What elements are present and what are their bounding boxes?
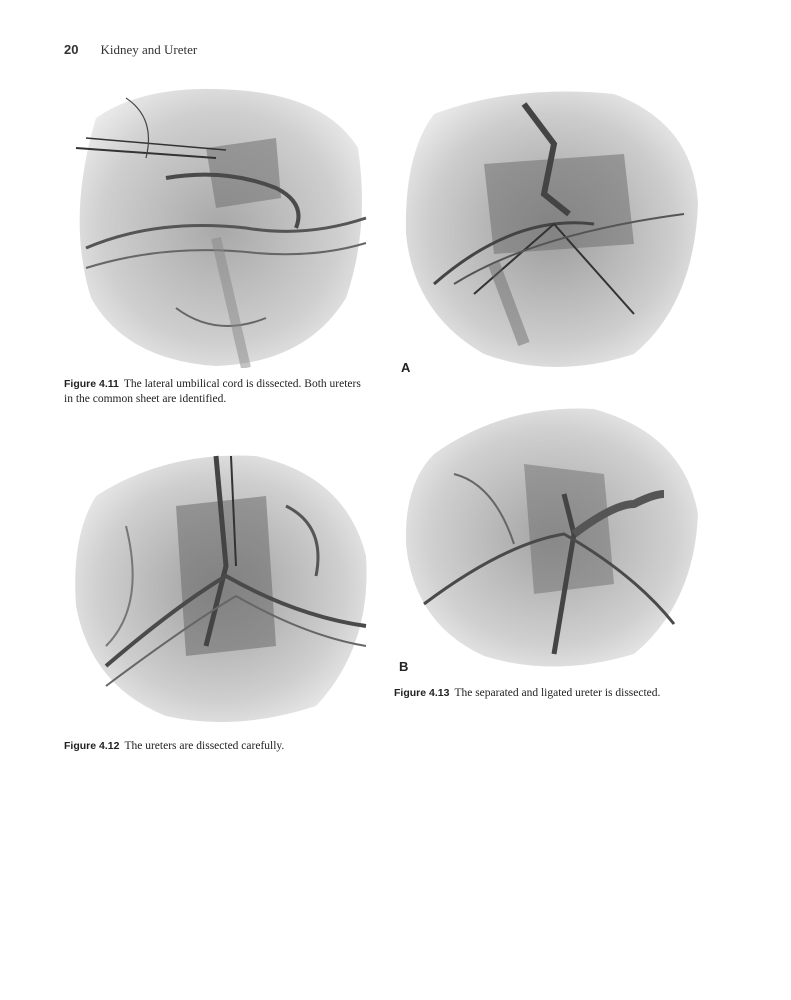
figure-4-13-caption <box>394 686 714 701</box>
figure-4-11-number: Figure 4.11 <box>64 378 119 390</box>
figure-4-12-caption <box>64 739 384 754</box>
figure-4-13b-illustration <box>394 394 700 678</box>
page-number: 20 <box>64 42 79 57</box>
panel-label-b: B <box>399 659 409 674</box>
figure-4-11-caption <box>64 377 364 407</box>
running-title: Kidney and Ureter <box>100 42 198 57</box>
figure-4-11-illustration <box>66 78 370 368</box>
figure-4-13-number: Figure 4.13 <box>394 687 450 699</box>
panel-label-a: A <box>401 360 411 375</box>
running-head <box>64 42 197 58</box>
figure-4-12-text: The ureters are dissected carefully. <box>124 740 285 752</box>
figure-4-11-text: The lateral umbilical cord is dissected. Both ureters in the common sheet are identified. <box>64 378 361 405</box>
figure-4-12-number: Figure 4.12 <box>64 740 120 752</box>
figure-4-12-illustration <box>66 446 372 732</box>
figure-4-13-text: The separated and ligated ureter is dissected. <box>454 687 661 699</box>
figure-4-13a-illustration <box>394 84 700 380</box>
